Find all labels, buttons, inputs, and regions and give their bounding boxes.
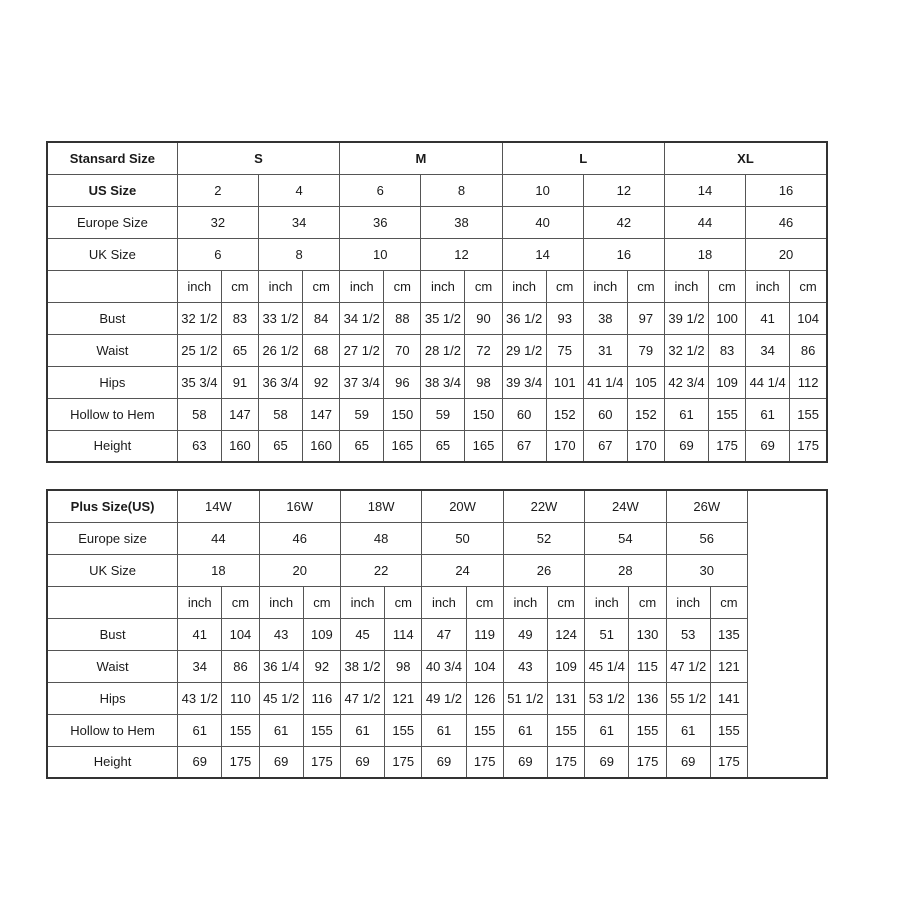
plus-unit-row	[47, 586, 827, 618]
measurement-label: Hollow to Hem	[47, 398, 177, 430]
plus-europe-size-label: Europe size	[47, 522, 178, 554]
us-size-label: US Size	[47, 174, 177, 206]
uk-size-cell: 20	[746, 238, 827, 270]
plus-measurement-value: 155	[710, 714, 747, 746]
uk-size-cell: 12	[421, 238, 502, 270]
measurement-value: 34	[746, 334, 790, 366]
europe-size-row	[47, 206, 827, 238]
measurement-value: 175	[709, 430, 746, 462]
uk-size-cell: 16	[583, 238, 664, 270]
europe-size-cell: 38	[421, 206, 502, 238]
plus-measurement-label: Hips	[47, 682, 178, 714]
measurement-value: 155	[709, 398, 746, 430]
plus-measurement-label: Hollow to Hem	[47, 714, 178, 746]
plus-measurement-label: Bust	[47, 618, 178, 650]
unit-inch: inch	[421, 270, 465, 302]
plus-us-size-cell: 20W	[422, 490, 503, 522]
plus-unit-row-blank	[47, 586, 178, 618]
measurement-value: 147	[221, 398, 258, 430]
uk-size-cell: 18	[664, 238, 745, 270]
measurement-value: 69	[664, 430, 708, 462]
unit-inch: inch	[422, 586, 466, 618]
measurement-value: 32 1/2	[664, 334, 708, 366]
measurement-value: 33 1/2	[258, 302, 302, 334]
measurement-value: 59	[340, 398, 384, 430]
unit-cm: cm	[384, 270, 421, 302]
unit-cm: cm	[790, 270, 827, 302]
unit-cm: cm	[221, 270, 258, 302]
plus-uk-size-cell: 20	[259, 554, 340, 586]
plus-uk-size-cell: 22	[340, 554, 421, 586]
measurement-value: 36 3/4	[258, 366, 302, 398]
measurement-value: 61	[664, 398, 708, 430]
measurement-label: Waist	[47, 334, 177, 366]
measurement-value: 160	[303, 430, 340, 462]
plus-measurement-value: 47	[422, 618, 466, 650]
unit-cm: cm	[629, 586, 666, 618]
plus-measurement-value: 175	[222, 746, 259, 778]
us-size-cell: 14	[664, 174, 745, 206]
measurement-value: 104	[790, 302, 827, 334]
size-group-row	[47, 142, 827, 174]
measurement-row	[47, 366, 827, 398]
measurement-value: 28 1/2	[421, 334, 465, 366]
us-size-cell: 10	[502, 174, 583, 206]
uk-size-cell: 10	[340, 238, 421, 270]
measurement-value: 25 1/2	[177, 334, 221, 366]
plus-measurement-value: 155	[385, 714, 422, 746]
plus-measurement-value: 155	[222, 714, 259, 746]
plus-measurement-value: 61	[178, 714, 222, 746]
measurement-value: 109	[709, 366, 746, 398]
plus-us-size-cell: 24W	[585, 490, 666, 522]
plus-measurement-value: 110	[222, 682, 259, 714]
measurement-value: 98	[465, 366, 502, 398]
measurement-value: 65	[221, 334, 258, 366]
unit-inch: inch	[502, 270, 546, 302]
plus-measurement-row	[47, 714, 827, 746]
measurement-value: 42 3/4	[664, 366, 708, 398]
measurement-value: 37 3/4	[340, 366, 384, 398]
size-group-0: S	[177, 142, 339, 174]
plus-size-header: Plus Size(US)	[47, 490, 178, 522]
measurement-value: 35 1/2	[421, 302, 465, 334]
measurement-value: 152	[627, 398, 664, 430]
plus-us-size-cell: 16W	[259, 490, 340, 522]
us-size-cell: 4	[258, 174, 339, 206]
plus-measurement-value: 61	[503, 714, 547, 746]
plus-europe-size-cell: 46	[259, 522, 340, 554]
plus-us-size-cell: 18W	[340, 490, 421, 522]
measurement-value: 32 1/2	[177, 302, 221, 334]
us-size-cell: 16	[746, 174, 827, 206]
plus-measurement-value: 45	[340, 618, 384, 650]
measurement-value: 91	[221, 366, 258, 398]
measurement-value: 69	[746, 430, 790, 462]
plus-measurement-value: 124	[547, 618, 584, 650]
unit-row	[47, 270, 827, 302]
europe-size-cell: 36	[340, 206, 421, 238]
measurement-value: 84	[303, 302, 340, 334]
plus-europe-size-cell: 44	[178, 522, 259, 554]
measurement-value: 31	[583, 334, 627, 366]
measurement-value: 58	[177, 398, 221, 430]
plus-measurement-value: 49 1/2	[422, 682, 466, 714]
measurement-value: 92	[303, 366, 340, 398]
measurement-value: 150	[384, 398, 421, 430]
plus-measurement-value: 109	[303, 618, 340, 650]
measurement-value: 58	[258, 398, 302, 430]
plus-measurement-value: 155	[629, 714, 666, 746]
plus-measurement-value: 114	[385, 618, 422, 650]
plus-measurement-value: 41	[178, 618, 222, 650]
measurement-value: 93	[546, 302, 583, 334]
europe-size-cell: 42	[583, 206, 664, 238]
plus-measurement-value: 69	[585, 746, 629, 778]
unit-inch: inch	[666, 586, 710, 618]
plus-measurement-value: 155	[303, 714, 340, 746]
plus-measurement-value: 51	[585, 618, 629, 650]
plus-measurement-value: 104	[466, 650, 503, 682]
plus-measurement-value: 155	[466, 714, 503, 746]
measurement-value: 83	[709, 334, 746, 366]
measurement-value: 67	[502, 430, 546, 462]
measurement-value: 112	[790, 366, 827, 398]
plus-measurement-value: 109	[547, 650, 584, 682]
plus-measurement-value: 175	[629, 746, 666, 778]
plus-measurement-value: 155	[547, 714, 584, 746]
measurement-label: Bust	[47, 302, 177, 334]
measurement-value: 101	[546, 366, 583, 398]
plus-measurement-value: 47 1/2	[666, 650, 710, 682]
plus-measurement-value: 34	[178, 650, 222, 682]
plus-measurement-value: 175	[547, 746, 584, 778]
plus-measurement-value: 130	[629, 618, 666, 650]
plus-measurement-value: 175	[710, 746, 747, 778]
unit-inch: inch	[503, 586, 547, 618]
plus-measurement-value: 43	[503, 650, 547, 682]
measurement-label: Height	[47, 430, 177, 462]
plus-europe-size-cell: 48	[340, 522, 421, 554]
europe-size-label: Europe Size	[47, 206, 177, 238]
measurement-value: 38 3/4	[421, 366, 465, 398]
measurement-row	[47, 334, 827, 366]
uk-size-cell: 6	[177, 238, 258, 270]
plus-measurement-value: 98	[385, 650, 422, 682]
plus-measurement-value: 69	[340, 746, 384, 778]
measurement-value: 60	[502, 398, 546, 430]
plus-measurement-row	[47, 682, 827, 714]
plus-uk-size-row	[47, 554, 827, 586]
measurement-value: 170	[627, 430, 664, 462]
europe-size-cell: 32	[177, 206, 258, 238]
us-size-cell: 8	[421, 174, 502, 206]
plus-measurement-value: 69	[666, 746, 710, 778]
plus-measurement-value: 40 3/4	[422, 650, 466, 682]
unit-cm: cm	[710, 586, 747, 618]
plus-measurement-value: 135	[710, 618, 747, 650]
unit-cm: cm	[546, 270, 583, 302]
unit-inch: inch	[178, 586, 222, 618]
plus-europe-size-cell: 50	[422, 522, 503, 554]
measurement-value: 67	[583, 430, 627, 462]
unit-cm: cm	[547, 586, 584, 618]
measurement-value: 34 1/2	[340, 302, 384, 334]
plus-measurement-value: 61	[585, 714, 629, 746]
unit-cm: cm	[303, 586, 340, 618]
unit-cm: cm	[627, 270, 664, 302]
plus-measurement-value: 61	[422, 714, 466, 746]
plus-uk-size-label: UK Size	[47, 554, 178, 586]
measurement-value: 86	[790, 334, 827, 366]
plus-measurement-value: 36 1/4	[259, 650, 303, 682]
plus-measurement-value: 121	[385, 682, 422, 714]
measurement-value: 175	[790, 430, 827, 462]
size-group-3: XL	[664, 142, 827, 174]
plus-measurement-value: 92	[303, 650, 340, 682]
unit-cm: cm	[222, 586, 259, 618]
standard-size-table	[46, 141, 828, 463]
unit-cm: cm	[466, 586, 503, 618]
measurement-value: 44 1/4	[746, 366, 790, 398]
plus-measurement-value: 175	[303, 746, 340, 778]
plus-measurement-value: 53	[666, 618, 710, 650]
plus-measurement-value: 69	[259, 746, 303, 778]
plus-measurement-value: 69	[422, 746, 466, 778]
plus-measurement-value: 121	[710, 650, 747, 682]
measurement-value: 39 3/4	[502, 366, 546, 398]
plus-measurement-value: 116	[303, 682, 340, 714]
plus-measurement-value: 61	[666, 714, 710, 746]
measurement-value: 90	[465, 302, 502, 334]
plus-measurement-value: 69	[503, 746, 547, 778]
unit-inch: inch	[583, 270, 627, 302]
measurement-value: 63	[177, 430, 221, 462]
measurement-value: 147	[303, 398, 340, 430]
measurement-value: 36 1/2	[502, 302, 546, 334]
uk-size-cell: 14	[502, 238, 583, 270]
plus-size-table	[46, 489, 828, 779]
plus-measurement-value: 126	[466, 682, 503, 714]
plus-measurement-value: 38 1/2	[340, 650, 384, 682]
measurement-value: 97	[627, 302, 664, 334]
measurement-value: 79	[627, 334, 664, 366]
plus-uk-size-cell: 30	[666, 554, 747, 586]
plus-measurement-value: 104	[222, 618, 259, 650]
measurement-value: 155	[790, 398, 827, 430]
plus-europe-size-row	[47, 522, 827, 554]
plus-measurement-value: 61	[340, 714, 384, 746]
plus-measurement-value: 55 1/2	[666, 682, 710, 714]
plus-measurement-value: 49	[503, 618, 547, 650]
uk-size-row	[47, 238, 827, 270]
measurement-value: 35 3/4	[177, 366, 221, 398]
unit-row-blank	[47, 270, 177, 302]
europe-size-cell: 40	[502, 206, 583, 238]
plus-measurement-value: 45 1/4	[585, 650, 629, 682]
unit-cm: cm	[303, 270, 340, 302]
measurement-value: 41 1/4	[583, 366, 627, 398]
plus-measurement-value: 131	[547, 682, 584, 714]
measurement-value: 65	[258, 430, 302, 462]
measurement-value: 27 1/2	[340, 334, 384, 366]
plus-measurement-value: 61	[259, 714, 303, 746]
unit-inch: inch	[585, 586, 629, 618]
measurement-row	[47, 302, 827, 334]
plus-measurement-row	[47, 618, 827, 650]
uk-size-cell: 8	[258, 238, 339, 270]
measurement-row	[47, 398, 827, 430]
measurement-value: 59	[421, 398, 465, 430]
measurement-value: 26 1/2	[258, 334, 302, 366]
size-group-1: M	[340, 142, 502, 174]
plus-europe-size-cell: 54	[585, 522, 666, 554]
plus-uk-size-cell: 28	[585, 554, 666, 586]
plus-uk-size-cell: 26	[503, 554, 584, 586]
unit-inch: inch	[664, 270, 708, 302]
plus-measurement-value: 43 1/2	[178, 682, 222, 714]
unit-cm: cm	[709, 270, 746, 302]
measurement-value: 41	[746, 302, 790, 334]
unit-inch: inch	[259, 586, 303, 618]
measurement-value: 65	[421, 430, 465, 462]
measurement-label: Hips	[47, 366, 177, 398]
plus-uk-size-cell: 18	[178, 554, 259, 586]
standard-size-header: Stansard Size	[47, 142, 177, 174]
plus-measurement-value: 175	[466, 746, 503, 778]
measurement-value: 39 1/2	[664, 302, 708, 334]
plus-europe-size-cell: 56	[666, 522, 747, 554]
measurement-value: 150	[465, 398, 502, 430]
plus-measurement-value: 175	[385, 746, 422, 778]
plus-uk-size-cell: 24	[422, 554, 503, 586]
measurement-value: 105	[627, 366, 664, 398]
measurement-value: 72	[465, 334, 502, 366]
plus-us-size-cell: 14W	[178, 490, 259, 522]
us-size-cell: 12	[583, 174, 664, 206]
measurement-value: 29 1/2	[502, 334, 546, 366]
europe-size-cell: 46	[746, 206, 827, 238]
us-size-cell: 6	[340, 174, 421, 206]
uk-size-label: UK Size	[47, 238, 177, 270]
unit-inch: inch	[340, 586, 384, 618]
plus-measurement-value: 47 1/2	[340, 682, 384, 714]
europe-size-cell: 34	[258, 206, 339, 238]
measurement-value: 61	[746, 398, 790, 430]
unit-inch: inch	[746, 270, 790, 302]
plus-europe-size-cell: 52	[503, 522, 584, 554]
measurement-value: 88	[384, 302, 421, 334]
unit-cm: cm	[465, 270, 502, 302]
plus-measurement-label: Height	[47, 746, 178, 778]
measurement-value: 165	[465, 430, 502, 462]
plus-measurement-value: 45 1/2	[259, 682, 303, 714]
measurement-value: 38	[583, 302, 627, 334]
measurement-row	[47, 430, 827, 462]
measurement-value: 83	[221, 302, 258, 334]
plus-measurement-value: 115	[629, 650, 666, 682]
plus-measurement-label: Waist	[47, 650, 178, 682]
plus-measurement-row	[47, 650, 827, 682]
plus-us-size-cell: 22W	[503, 490, 584, 522]
plus-measurement-value: 51 1/2	[503, 682, 547, 714]
us-size-cell: 2	[177, 174, 258, 206]
plus-measurement-value: 136	[629, 682, 666, 714]
plus-measurement-value: 119	[466, 618, 503, 650]
measurement-value: 160	[221, 430, 258, 462]
unit-cm: cm	[385, 586, 422, 618]
plus-measurement-value: 53 1/2	[585, 682, 629, 714]
unit-inch: inch	[177, 270, 221, 302]
europe-size-cell: 44	[664, 206, 745, 238]
measurement-value: 60	[583, 398, 627, 430]
measurement-value: 65	[340, 430, 384, 462]
measurement-value: 70	[384, 334, 421, 366]
size-group-2: L	[502, 142, 664, 174]
unit-inch: inch	[258, 270, 302, 302]
plus-empty-column	[747, 490, 827, 778]
measurement-value: 152	[546, 398, 583, 430]
measurement-value: 75	[546, 334, 583, 366]
plus-measurement-value: 43	[259, 618, 303, 650]
measurement-value: 100	[709, 302, 746, 334]
plus-measurement-row	[47, 746, 827, 778]
plus-us-size-cell: 26W	[666, 490, 747, 522]
us-size-row	[47, 174, 827, 206]
plus-measurement-value: 69	[178, 746, 222, 778]
plus-measurement-value: 86	[222, 650, 259, 682]
measurement-value: 68	[303, 334, 340, 366]
measurement-value: 165	[384, 430, 421, 462]
measurement-value: 170	[546, 430, 583, 462]
plus-us-size-row	[47, 490, 827, 522]
plus-measurement-value: 141	[710, 682, 747, 714]
measurement-value: 96	[384, 366, 421, 398]
unit-inch: inch	[340, 270, 384, 302]
